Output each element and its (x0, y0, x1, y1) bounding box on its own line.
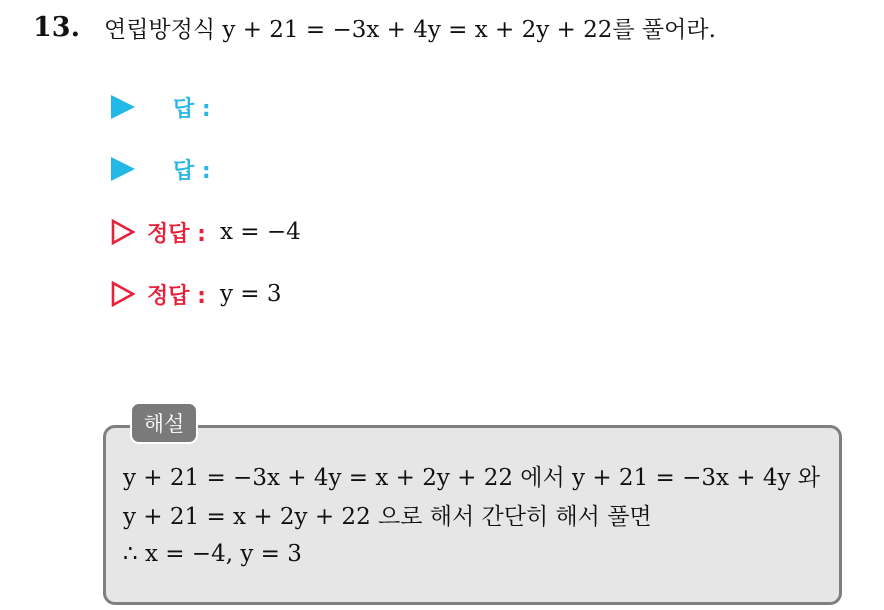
question-number: 13. (33, 12, 80, 43)
correct-answer-label: 정답 : (147, 221, 206, 247)
explanation-line-1: y + 21 = −3x + 4y = x + 2y + 22 에서 y + 21 = −3x + 4y 와 (123, 465, 821, 491)
explanation-line-2: y + 21 = x + 2y + 22 으로 해서 간단히 해서 풀면 (123, 504, 652, 530)
answer-blank-row-2 (111, 152, 211, 186)
answer-label: 답 : (173, 158, 211, 184)
answer-blank-row-1 (111, 90, 211, 124)
correct-answer-marker-icon (111, 281, 135, 307)
answer-label: 답 : (173, 96, 211, 122)
explanation-tag: 해설 (130, 402, 198, 444)
correct-answer-marker-icon (111, 219, 135, 245)
question-text: 연립방정식 y + 21 = −3x + 4y = x + 2y + 22를 풀어라. (104, 17, 716, 43)
explanation-line-3: ∴ x = −4, y = 3 (123, 541, 302, 567)
correct-answer-row-1 (111, 215, 301, 249)
correct-answer-value: x = −4 (219, 219, 301, 245)
correct-answer-value: y = 3 (219, 281, 282, 307)
blank-answer-marker-icon (111, 95, 135, 119)
blank-answer-marker-icon (111, 157, 135, 181)
correct-answer-row-2 (111, 277, 282, 311)
correct-answer-label: 정답 : (147, 283, 206, 309)
